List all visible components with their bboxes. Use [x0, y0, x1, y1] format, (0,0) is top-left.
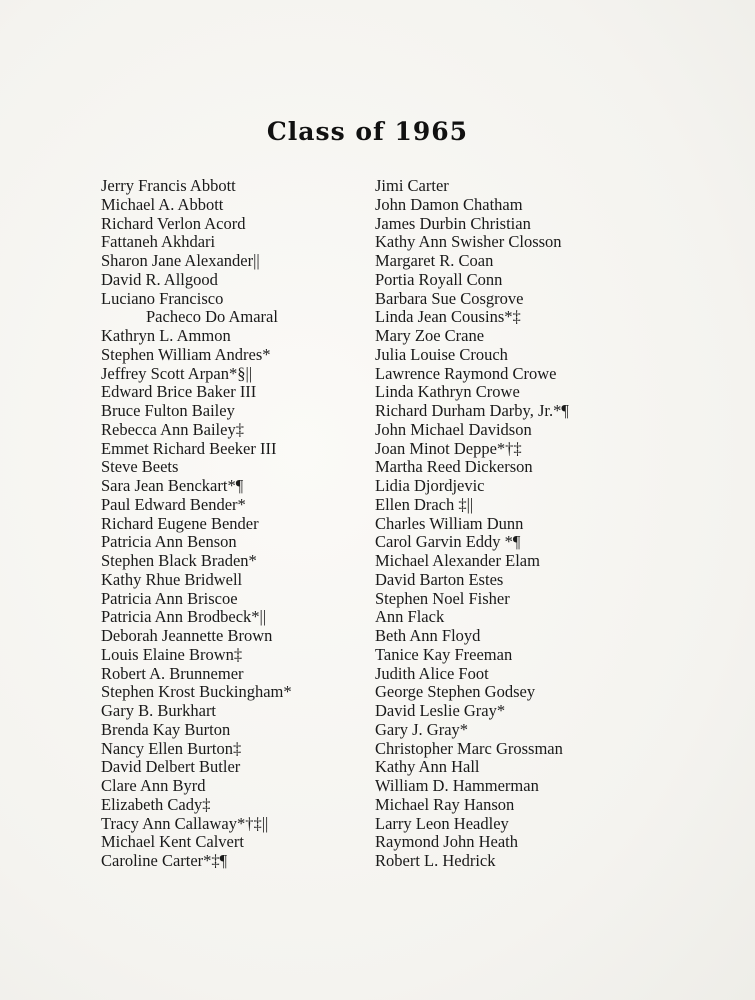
name-entry: Tracy Ann Callaway*†‡||: [101, 813, 269, 833]
name-entry: David Leslie Gray*: [375, 701, 506, 720]
name-entry: Larry Leon Headley: [375, 813, 509, 833]
name-entry: Gary B. Burkhart: [101, 701, 217, 720]
name-entry: William D. Hammerman: [375, 776, 539, 795]
name-entry: Beth Ann Floyd: [375, 626, 481, 645]
name-entry: David Barton Estes: [375, 569, 504, 589]
name-entry: Richard Durham Darby, Jr.*¶: [375, 401, 569, 420]
name-entry: Sharon Jane Alexander||: [101, 251, 260, 270]
name-entry: Steve Beets: [101, 457, 179, 477]
name-entry: Patricia Ann Briscoe: [101, 588, 238, 608]
name-entry: Judith Alice Foot: [375, 663, 489, 683]
name-entry: Michael Ray Hanson: [375, 794, 515, 814]
name-entry: Margaret R. Coan: [375, 251, 494, 270]
name-entry: Michael Alexander Elam: [375, 551, 540, 570]
name-entry: Jeffrey Scott Arpan*§||: [101, 363, 253, 383]
name-entry: Stephen Krost Buckingham*: [101, 682, 292, 702]
name-entry: Emmet Richard Beeker III: [101, 438, 277, 458]
name-entry: Robert L. Hedrick: [375, 851, 496, 870]
name-entry: Stephen William Andres*: [101, 344, 271, 364]
name-entry: Ellen Drach ‡||: [375, 494, 474, 514]
name-entry: Fattaneh Akhdari: [101, 232, 216, 252]
name-entry: Richard Verlon Acord: [101, 213, 246, 233]
name-entry: Ann Flack: [375, 607, 445, 627]
name-entry: John Michael Davidson: [375, 419, 532, 439]
name-entry: Kathy Ann Swisher Closson: [375, 232, 562, 252]
name-entry: George Stephen Godsey: [375, 682, 536, 702]
name-entry: Mary Zoe Crane: [375, 326, 485, 345]
name-entry: Stephen Black Braden*: [101, 551, 257, 570]
name-entry: Carol Garvin Eddy *¶: [375, 532, 521, 552]
name-entry: James Durbin Christian: [375, 213, 531, 233]
name-entry: Sara Jean Benckart*¶: [101, 476, 244, 495]
name-entry: Nancy Ellen Burton‡: [101, 738, 242, 758]
page-title: Class of 1965: [266, 117, 469, 146]
name-entry: Linda Kathryn Crowe: [375, 382, 520, 402]
name-entry: Gary J. Gray*: [375, 719, 469, 739]
name-entry: Robert A. Brunnemer: [101, 663, 244, 683]
name-entry: Lidia Djordjevic: [375, 476, 485, 495]
name-entry: Rebecca Ann Bailey‡: [101, 419, 244, 439]
name-entry: Bruce Fulton Bailey: [101, 401, 235, 420]
name-entry: Linda Jean Cousins*‡: [375, 307, 521, 327]
name-entry: Caroline Carter*‡¶: [101, 851, 228, 870]
name-entry: Brenda Kay Burton: [101, 719, 231, 739]
name-entry: Michael Kent Calvert: [101, 832, 244, 852]
name-entry: Stephen Noel Fisher: [375, 588, 510, 608]
name-entry-continued: Pacheco Do Amaral: [146, 307, 278, 327]
name-entry: Patricia Ann Benson: [101, 532, 237, 552]
name-entry: Tanice Kay Freeman: [375, 644, 513, 664]
name-entry: Kathy Ann Hall: [375, 757, 480, 777]
name-entry: John Damon Chatham: [375, 194, 523, 214]
name-entry: Barbara Sue Cosgrove: [375, 288, 524, 308]
name-entry: Martha Reed Dickerson: [375, 457, 533, 477]
name-entry: Joan Minot Deppe*†‡: [375, 438, 522, 458]
name-entry: David R. Allgood: [101, 269, 218, 289]
name-entry: Jimi Carter: [375, 176, 449, 195]
name-entry: Edward Brice Baker III: [101, 382, 257, 402]
names-column-right: [375, 177, 675, 871]
name-entry: Clare Ann Byrd: [101, 776, 206, 795]
name-entry: Elizabeth Cady‡: [101, 794, 211, 814]
name-entry: Patricia Ann Brodbeck*||: [101, 607, 267, 627]
name-entry: Lawrence Raymond Crowe: [375, 363, 557, 383]
name-entry: Michael A. Abbott: [101, 194, 224, 214]
name-entry: Kathy Rhue Bridwell: [101, 569, 243, 589]
name-entry: Deborah Jeannette Brown: [101, 626, 273, 645]
name-entry: Richard Eugene Bender: [101, 513, 259, 533]
name-entry: Paul Edward Bender*: [101, 494, 246, 514]
names-column-left: [101, 177, 371, 871]
name-entry: David Delbert Butler: [101, 757, 241, 777]
name-entry: Christopher Marc Grossman: [375, 738, 563, 758]
name-entry: Charles William Dunn: [375, 513, 524, 533]
name-entry: Raymond John Heath: [375, 832, 518, 852]
name-entry: Louis Elaine Brown‡: [101, 644, 243, 664]
name-entry: Luciano Francisco: [101, 288, 224, 308]
name-entry: Kathryn L. Ammon: [101, 326, 231, 345]
name-entry: Jerry Francis Abbott: [101, 176, 236, 195]
name-entry: Portia Royall Conn: [375, 269, 503, 289]
name-entry: Julia Louise Crouch: [375, 344, 508, 364]
